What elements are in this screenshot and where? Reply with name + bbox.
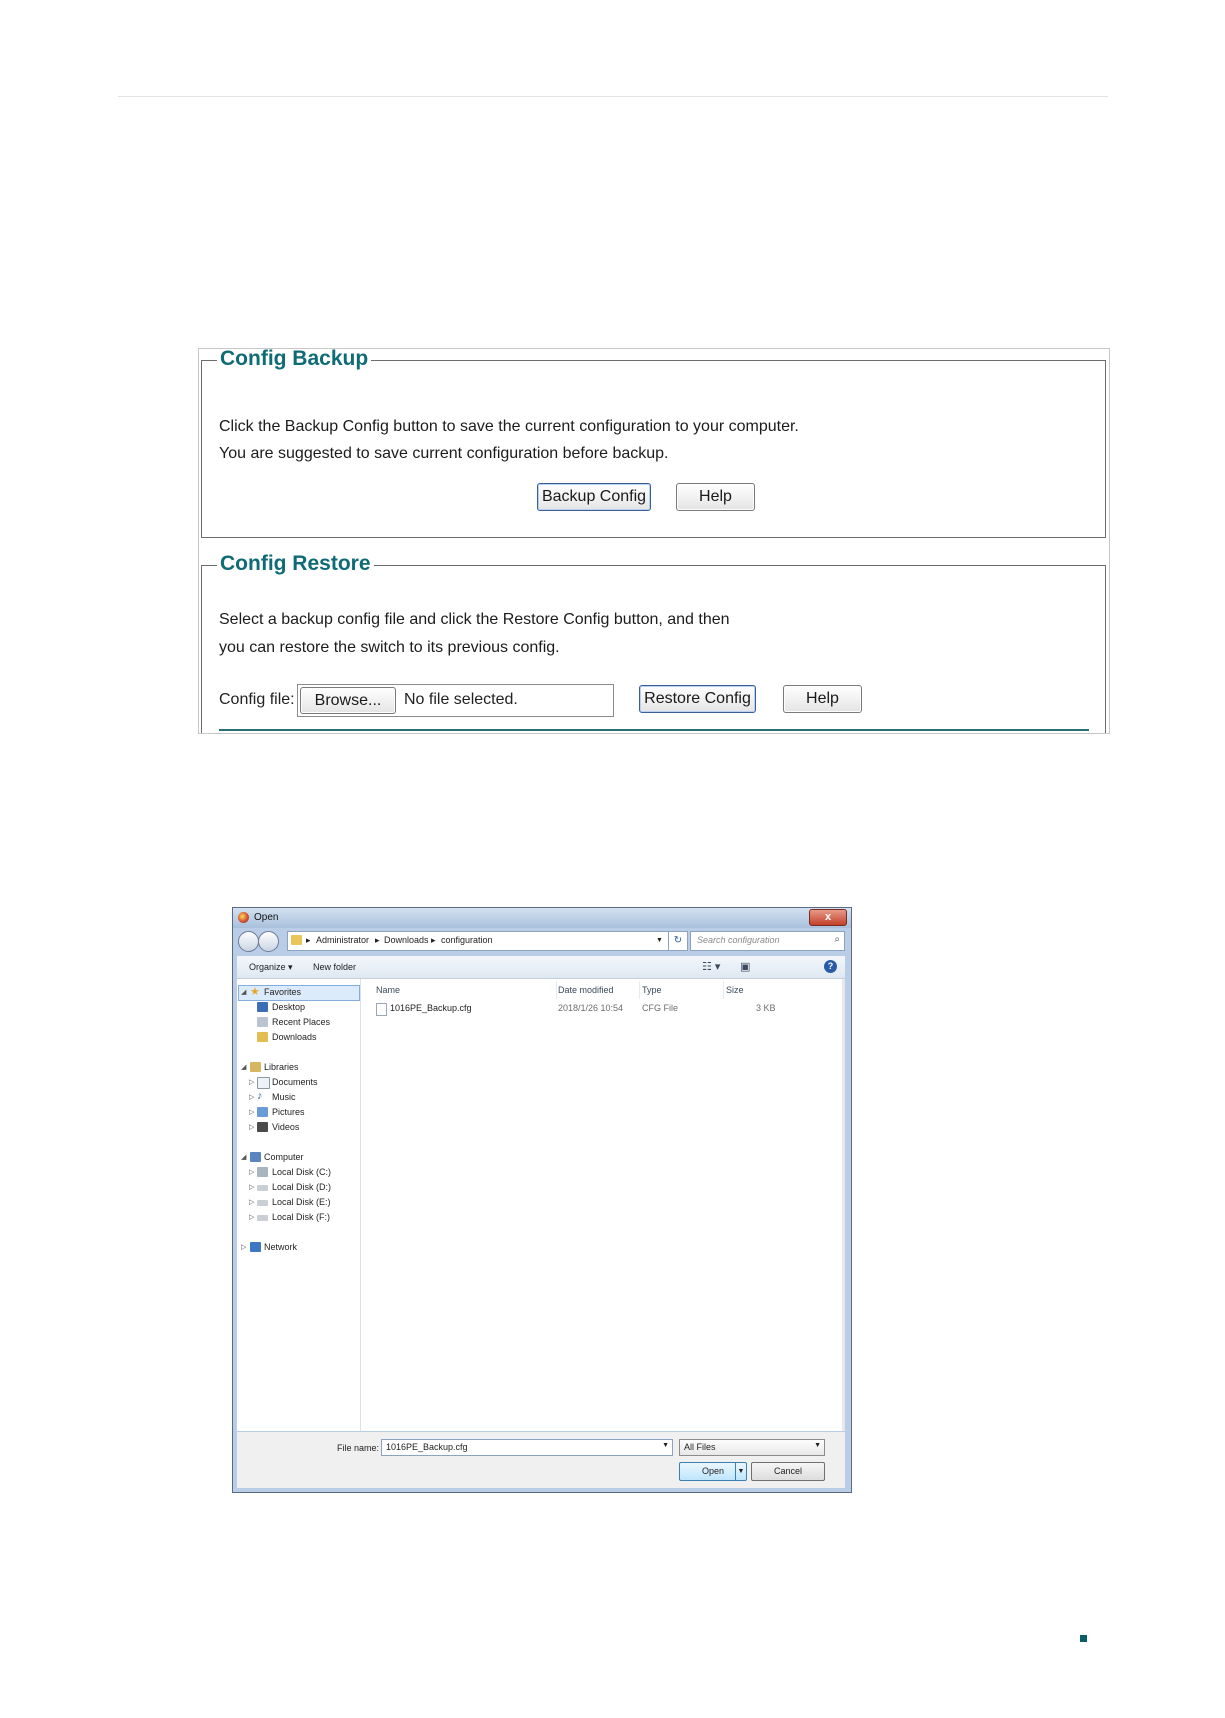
file-status-text: No file selected. bbox=[404, 691, 518, 708]
collapse-arrow-icon[interactable]: ▷ bbox=[249, 1079, 255, 1086]
column-header-type[interactable]: Type bbox=[642, 985, 662, 995]
nav-label: Local Disk (E:) bbox=[272, 1197, 331, 1207]
search-placeholder: Search configuration bbox=[697, 935, 780, 945]
browser-app-icon bbox=[238, 912, 249, 923]
cfg-file-icon bbox=[376, 1003, 387, 1016]
nav-computer[interactable] bbox=[237, 1150, 360, 1165]
search-icon: ⌕ bbox=[834, 934, 840, 945]
organize-menu[interactable]: Organize ▾ bbox=[249, 962, 293, 972]
collapse-arrow-icon[interactable]: ▷ bbox=[249, 1184, 255, 1191]
nav-label: Libraries bbox=[264, 1062, 299, 1072]
vertical-scrollbar[interactable] bbox=[842, 979, 845, 1431]
nav-local-disk-c[interactable] bbox=[237, 1165, 360, 1180]
downloads-folder-icon bbox=[257, 1032, 268, 1042]
file-name-value: 1016PE_Backup.cfg bbox=[386, 1442, 468, 1452]
column-separator[interactable] bbox=[723, 981, 724, 999]
nav-label: Downloads bbox=[272, 1032, 317, 1042]
nav-videos[interactable] bbox=[237, 1120, 360, 1135]
file-type: CFG File bbox=[642, 1003, 678, 1013]
config-restore-section bbox=[201, 552, 1106, 734]
dialog-toolbar bbox=[237, 956, 845, 979]
nav-label: Music bbox=[272, 1092, 296, 1102]
nav-network[interactable] bbox=[237, 1240, 360, 1255]
nav-downloads[interactable] bbox=[237, 1030, 360, 1045]
network-icon bbox=[250, 1242, 261, 1252]
collapse-arrow-icon[interactable]: ▷ bbox=[249, 1199, 255, 1206]
backup-instruction-2: You are suggested to save current configuration before backup. bbox=[219, 445, 669, 462]
new-folder-button[interactable]: New folder bbox=[313, 962, 357, 972]
preview-pane-icon[interactable]: ▣ bbox=[740, 961, 751, 973]
nav-label: Desktop bbox=[272, 1002, 306, 1012]
file-name-input[interactable] bbox=[381, 1439, 673, 1456]
config-backup-legend: Config Backup bbox=[217, 348, 371, 371]
column-header-size[interactable]: Size bbox=[726, 985, 744, 995]
breadcrumb-separator-icon: ▸ bbox=[431, 935, 436, 945]
refresh-icon[interactable]: ↻ bbox=[668, 931, 688, 951]
disk-icon bbox=[257, 1200, 268, 1206]
chevron-down-icon[interactable]: ▼ bbox=[662, 1442, 669, 1449]
nav-desktop[interactable] bbox=[237, 1000, 360, 1015]
nav-label: Local Disk (C:) bbox=[272, 1167, 332, 1177]
open-button-label: Open bbox=[701, 1466, 725, 1476]
breadcrumb-administrator[interactable]: Administrator bbox=[316, 935, 370, 945]
nav-label: Recent Places bbox=[272, 1017, 331, 1027]
config-file-label: Config file: bbox=[219, 691, 295, 708]
file-type-value: All Files bbox=[684, 1442, 716, 1452]
dialog-title: Open bbox=[254, 912, 279, 923]
nav-local-disk-d[interactable] bbox=[237, 1180, 360, 1195]
nav-documents[interactable] bbox=[237, 1075, 360, 1090]
close-button[interactable]: x bbox=[809, 909, 847, 926]
address-bar bbox=[237, 930, 845, 952]
nav-label: Favorites bbox=[264, 987, 302, 997]
open-options-arrow-icon[interactable]: ▼ bbox=[735, 1463, 746, 1480]
restore-config-button[interactable]: Restore Config bbox=[639, 685, 756, 713]
collapse-arrow-icon[interactable]: ▷ bbox=[249, 1169, 255, 1176]
config-backup-section bbox=[201, 348, 1106, 538]
breadcrumb-downloads[interactable]: Downloads bbox=[384, 935, 429, 945]
page-header-rule bbox=[118, 96, 1108, 97]
config-file-input[interactable] bbox=[297, 684, 614, 717]
backup-help-button[interactable]: Help bbox=[676, 483, 755, 511]
computer-icon bbox=[250, 1152, 261, 1162]
expand-arrow-icon[interactable]: ◢ bbox=[241, 1064, 247, 1071]
system-disk-icon bbox=[257, 1167, 268, 1177]
page-corner-marker bbox=[1080, 1635, 1087, 1642]
config-restore-legend: Config Restore bbox=[217, 552, 374, 576]
nav-label: Documents bbox=[272, 1077, 318, 1087]
column-separator[interactable] bbox=[556, 981, 557, 999]
open-button[interactable] bbox=[679, 1462, 747, 1481]
file-date: 2018/1/26 10:54 bbox=[558, 1003, 624, 1013]
forward-icon[interactable] bbox=[258, 931, 279, 952]
column-header-name[interactable]: Name bbox=[376, 985, 401, 995]
breadcrumb-configuration[interactable]: configuration bbox=[441, 935, 493, 945]
star-icon: ★ bbox=[250, 986, 260, 998]
restore-instruction-1: Select a backup config file and click the Restore Config button, and then bbox=[219, 611, 730, 628]
view-options-icon[interactable]: ☷ ▾ bbox=[702, 961, 721, 973]
dialog-body bbox=[237, 979, 845, 1431]
restore-instruction-2: you can restore the switch to its previous config. bbox=[219, 639, 560, 656]
music-icon: ♪ bbox=[257, 1090, 263, 1102]
collapse-arrow-icon[interactable]: ▷ bbox=[249, 1094, 255, 1101]
open-file-dialog bbox=[232, 907, 852, 1493]
nav-pictures[interactable] bbox=[237, 1105, 360, 1120]
desktop-icon bbox=[257, 1002, 268, 1012]
collapse-arrow-icon[interactable]: ▷ bbox=[249, 1109, 255, 1116]
nav-label: Videos bbox=[272, 1122, 300, 1132]
back-icon[interactable] bbox=[238, 931, 259, 952]
cancel-button[interactable]: Cancel bbox=[751, 1462, 825, 1481]
nav-label: Local Disk (D:) bbox=[272, 1182, 332, 1192]
nav-local-disk-f[interactable] bbox=[237, 1210, 360, 1225]
navigation-pane bbox=[237, 979, 361, 1431]
documents-icon bbox=[257, 1077, 270, 1089]
expand-arrow-icon[interactable]: ◢ bbox=[241, 989, 247, 996]
browse-button[interactable]: Browse... bbox=[300, 687, 396, 714]
expand-arrow-icon[interactable]: ◢ bbox=[241, 1154, 247, 1161]
chevron-down-icon[interactable]: ▼ bbox=[814, 1442, 821, 1449]
history-dropdown-icon[interactable]: ▼ bbox=[656, 937, 663, 944]
nav-label: Computer bbox=[264, 1152, 304, 1162]
nav-libraries[interactable] bbox=[237, 1060, 360, 1075]
nav-label: Pictures bbox=[272, 1107, 305, 1117]
backup-instruction-1: Click the Backup Config button to save the current configuration to your computer. bbox=[219, 418, 799, 435]
file-name: 1016PE_Backup.cfg bbox=[390, 1003, 472, 1013]
panel-bottom-divider bbox=[219, 729, 1089, 731]
file-type-select[interactable] bbox=[679, 1439, 825, 1456]
column-separator[interactable] bbox=[639, 981, 640, 999]
backup-config-button[interactable]: Backup Config bbox=[537, 483, 651, 511]
restore-help-button[interactable]: Help bbox=[783, 685, 862, 713]
collapse-arrow-icon[interactable]: ▷ bbox=[241, 1244, 247, 1251]
help-icon[interactable]: ? bbox=[824, 960, 837, 973]
file-row[interactable] bbox=[376, 1003, 776, 1017]
file-list bbox=[361, 979, 845, 1431]
folder-icon bbox=[291, 935, 302, 945]
dialog-footer bbox=[237, 1432, 845, 1488]
nav-label: Local Disk (F:) bbox=[272, 1212, 331, 1222]
disk-icon bbox=[257, 1215, 268, 1221]
file-name-label: File name: bbox=[337, 1443, 380, 1453]
libraries-icon bbox=[250, 1062, 261, 1072]
search-input[interactable] bbox=[690, 931, 845, 951]
nav-favorites[interactable] bbox=[237, 985, 360, 1000]
nav-label: Network bbox=[264, 1242, 298, 1252]
column-header-date[interactable]: Date modified bbox=[558, 985, 614, 995]
videos-icon bbox=[257, 1122, 268, 1132]
breadcrumb-separator-icon: ▸ bbox=[375, 935, 380, 945]
file-size: 3 KB bbox=[756, 1003, 776, 1013]
breadcrumb[interactable] bbox=[287, 931, 669, 951]
nav-local-disk-e[interactable] bbox=[237, 1195, 360, 1210]
nav-recent-places[interactable] bbox=[237, 1015, 360, 1030]
disk-icon bbox=[257, 1185, 268, 1191]
collapse-arrow-icon[interactable]: ▷ bbox=[249, 1124, 255, 1131]
config-backup-restore-panel bbox=[198, 348, 1110, 734]
breadcrumb-separator-icon: ▸ bbox=[306, 935, 311, 945]
collapse-arrow-icon[interactable]: ▷ bbox=[249, 1214, 255, 1221]
recent-places-icon bbox=[257, 1017, 268, 1027]
dialog-titlebar bbox=[233, 908, 851, 928]
nav-music[interactable] bbox=[237, 1090, 360, 1105]
pictures-icon bbox=[257, 1107, 268, 1117]
